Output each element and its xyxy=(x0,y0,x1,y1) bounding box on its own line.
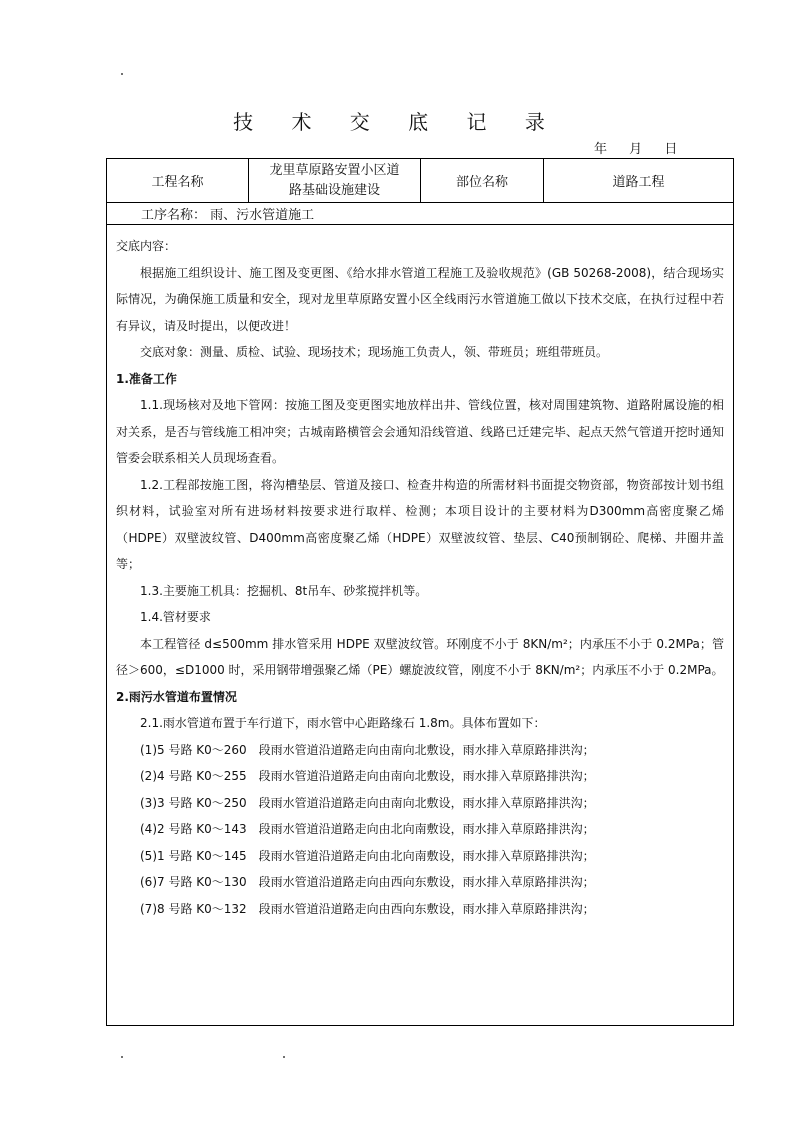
document-title: 技 术 交 底 记 录 xyxy=(233,110,561,134)
section-1-4-body: 本工程管径 d≤500mm 排水管采用 HDPE 双壁波纹管。环刚度不小于 8KN/m²；内承压不小于 0.2MPa；管径＞600，≤D1000 时，采用钢带增强聚乙烯（PE）螺旋波纹管，刚度不小于 8KN/m²；内承压不小于 0.2MPa。 xyxy=(116,636,724,677)
project-name-label: 工程名称 xyxy=(107,159,249,203)
section-1-2: 1.2.工程部按施工图，将沟槽垫层、管道及接口、检查井构造的所需材料书面提交物资部，物资部按计划书组织材料，试验室对所有进场材料按要求进行取样、检测；本项目设计的主要材料为D300mm高密度聚乙烯（HDPE）双壁波纹管、D400mm高密度聚乙烯（HDPE）双壁波纹管、垫层、C40预制钢砼、爬梯、井圈井盖等； xyxy=(116,477,724,571)
scan-dot xyxy=(121,1056,123,1058)
layout-item: (2)4 号路 K0～255 段雨水管道沿道路走向由南向北敷设，雨水排入草原路排洪沟； xyxy=(140,769,595,783)
scan-dot xyxy=(283,1056,285,1058)
layout-item: (4)2 号路 K0～143 段雨水管道沿道路走向由北向南敷设，雨水排入草原路排洪沟； xyxy=(140,822,595,836)
content-heading: 交底内容： xyxy=(116,239,177,253)
scan-dot xyxy=(121,73,123,75)
target-paragraph: 交底对象：测量、质检、试验、现场技术；现场施工负责人，领、带班员；班组带班员。 xyxy=(140,345,609,359)
date-line xyxy=(594,138,677,157)
section-2-1: 2.1.雨水管道布置于车行道下，雨水管中心距路缘石 1.8m。具体布置如下： xyxy=(140,716,546,730)
record-table xyxy=(106,158,734,1026)
section-1-3: 1.3.主要施工机具：挖掘机、8t吊车、砂浆搅拌机等。 xyxy=(140,583,428,598)
layout-item: (1)5 号路 K0～260 段雨水管道沿道路走向由南向北敷设，雨水排入草原路排洪沟； xyxy=(140,742,595,757)
layout-item: (7)8 号路 K0～132 段雨水管道沿道路走向由西向东敷设，雨水排入草原路排洪沟； xyxy=(140,901,595,916)
section-1-1: 1.1.现场核对及地下管网：按施工图及变更图实地放样出井、管线位置，核对周围建筑物、道路附属设施的相对关系，是否与管线施工相冲突；古城南路横管会会通知沿线管道、线路已迁建完毕、起点天然气管道开挖时通知管委会联系相关人员现场查看。 xyxy=(116,398,724,465)
date-day: 日 xyxy=(664,142,678,157)
project-name-line2: 路基础设施建设 xyxy=(288,182,380,198)
section-1-4-heading: 1.4.管材要求 xyxy=(140,610,211,624)
section-2-heading: 2.雨污水管道布置情况 xyxy=(116,689,237,704)
layout-item: (6)7 号路 K0～130 段雨水管道沿道路走向由西向东敷设，雨水排入草原路排洪沟； xyxy=(140,875,595,889)
layout-item: (3)3 号路 K0～250 段雨水管道沿道路走向由南向北敷设，雨水排入草原路排洪沟； xyxy=(140,795,595,810)
project-name-line1: 龙里草原路安置小区道 xyxy=(269,162,400,178)
process-name: 工序名称： 雨、污水管道施工 xyxy=(107,203,734,225)
disclosure-content xyxy=(107,225,734,1026)
date-year: 年 xyxy=(594,142,608,157)
layout-item: (5)1 号路 K0～145 段雨水管道沿道路走向由北向南敷设，雨水排入草原路排洪沟； xyxy=(140,848,595,863)
part-name-value: 道路工程 xyxy=(544,159,734,203)
section-1-heading: 1.准备工作 xyxy=(116,371,177,386)
part-name-label: 部位名称 xyxy=(421,159,544,203)
project-name-value xyxy=(249,159,421,203)
intro-paragraph: 根据施工组织设计、施工图及变更图、《给水排水管道工程施工及验收规范》(GB 50268-2008)，结合现场实际情况，为确保施工质量和安全，现对龙里草原路安置小区全线雨污水管道施工做以下技术交底，在执行过程中若有异议，请及时提出，以便改进！ xyxy=(116,265,724,333)
date-month: 月 xyxy=(629,142,643,157)
